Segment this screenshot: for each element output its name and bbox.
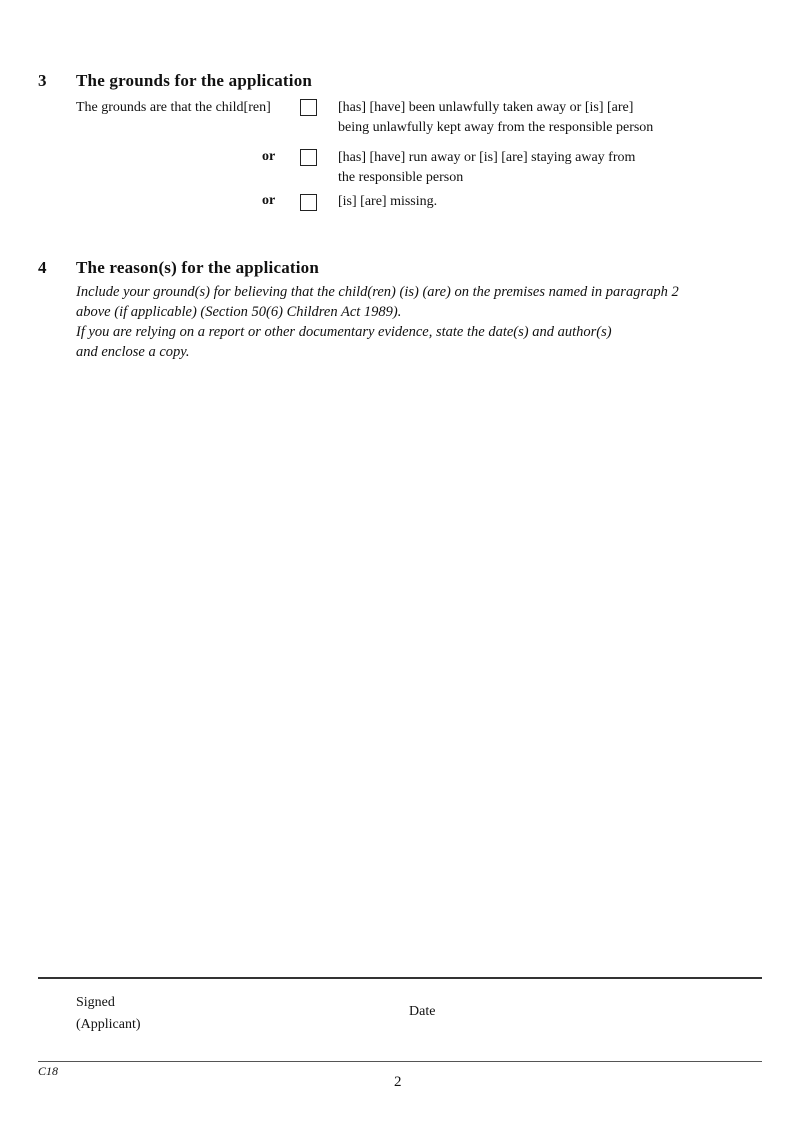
ground-missing-checkbox[interactable] — [300, 194, 317, 211]
date-label: Date — [409, 1004, 436, 1019]
form-code: C18 — [38, 1064, 59, 1078]
section-4-title: The reason(s) for the application — [76, 258, 320, 277]
or-label-2: or — [262, 193, 276, 208]
or-label-1: or — [262, 149, 276, 164]
ground-unlawfully-taken-checkbox[interactable] — [300, 99, 317, 116]
signature-field[interactable] — [150, 990, 380, 1036]
ground-option-3-line-1: [is] [are] missing. — [338, 194, 438, 209]
section-3-number: 3 — [38, 71, 47, 90]
ground-option-1-line-2: being unlawfully kept away from the responsible person — [338, 120, 654, 135]
reason-instruction-line-2: above (if applicable) (Section 50(6) Children Act 1989). — [76, 304, 402, 320]
footer-rule — [38, 1061, 762, 1062]
ground-run-away-checkbox[interactable] — [300, 149, 317, 166]
reason-instruction-line-4: and enclose a copy. — [76, 344, 190, 360]
signature-top-rule — [38, 977, 762, 979]
grounds-lead-text: The grounds are that the child[ren] — [76, 100, 271, 115]
section-4-number: 4 — [38, 258, 47, 277]
section-3-title: The grounds for the application — [76, 71, 313, 90]
reason-instruction-line-3: If you are relying on a report or other documentary evidence, state the date(s) and author(s) — [76, 324, 612, 340]
applicant-label: (Applicant) — [76, 1017, 141, 1032]
signed-label: Signed — [76, 995, 115, 1010]
ground-option-2-line-1: [has] [have] run away or [is] [are] staying away from — [338, 150, 636, 165]
reasons-answer-area[interactable] — [76, 370, 762, 965]
reason-instruction-line-1: Include your ground(s) for believing that the child(ren) (is) (are) on the premises named in paragraph 2 — [76, 284, 679, 300]
ground-option-2-line-2: the responsible person — [338, 170, 464, 185]
date-field[interactable] — [450, 995, 750, 1025]
page-number: 2 — [394, 1074, 402, 1090]
ground-option-1-line-1: [has] [have] been unlawfully taken away or [is] [are] — [338, 100, 634, 115]
